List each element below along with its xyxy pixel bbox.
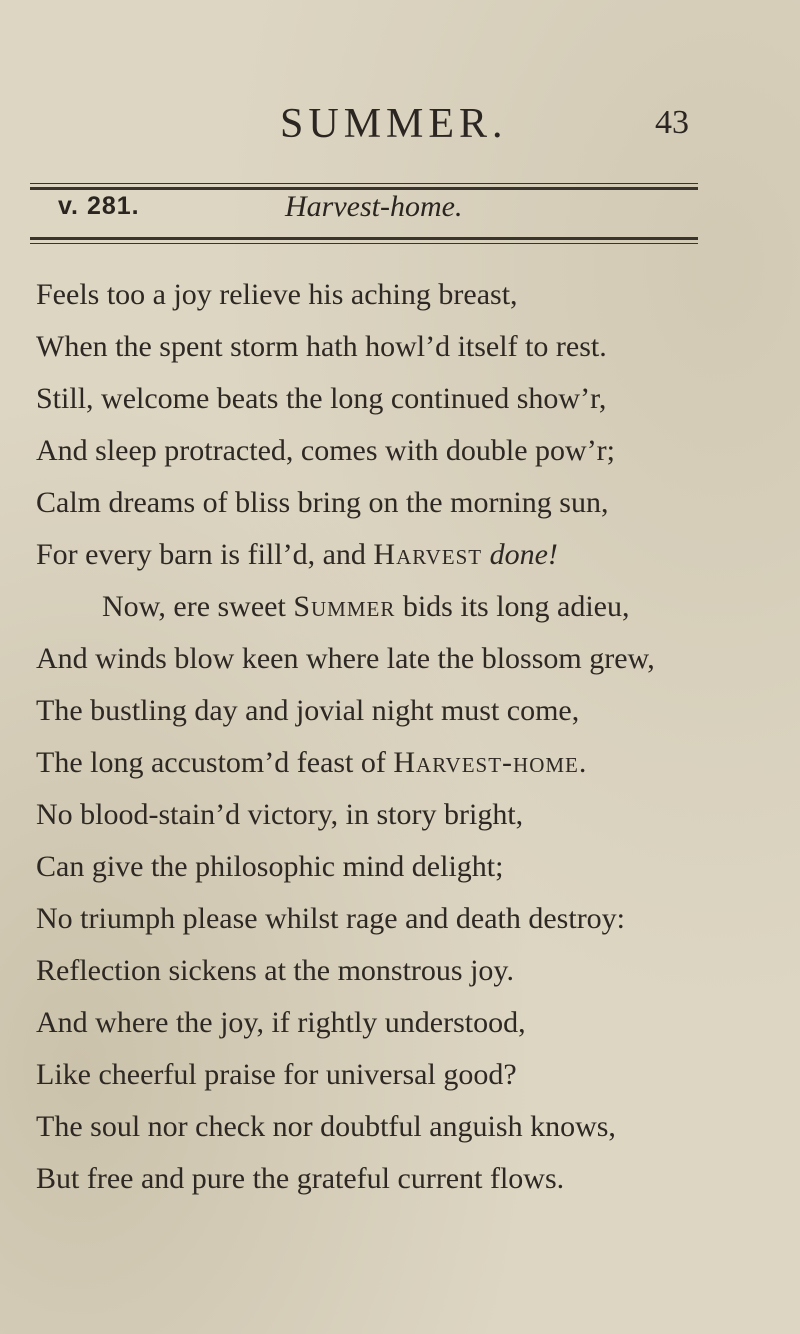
line-text: For every barn is fill’d, and [36,538,374,571]
section-title: Harvest-home. [285,190,463,223]
poem-line: But free and pure the grateful current flows. [36,1162,565,1195]
poem-line: Reflection sickens at the monstrous joy. [36,954,514,987]
poem-line: And where the joy, if rightly understood, [36,1006,526,1039]
poem-line: Feels too a joy relieve his aching breast, [36,278,518,311]
running-title: SUMMER. [280,101,508,147]
poem-line [102,590,630,624]
poem-line [36,746,587,780]
poem-line: The bustling day and jovial night must come, [36,694,580,727]
small-caps-word: Harvest-home. [393,746,588,779]
section-number: v. 281. [58,192,140,220]
poem-line: Calm dreams of bliss bring on the morning sun, [36,486,609,519]
poem-line: Can give the philosophic mind delight; [36,850,504,883]
line-text: bids its long adieu, [395,590,630,623]
italic-word: done! [482,538,558,571]
poem-line [36,538,558,572]
poem-line: Like cheerful praise for universal good? [36,1058,517,1091]
poem-line: And sleep protracted, comes with double pow’r; [36,434,616,467]
line-text: The long accustom’d feast of [36,746,394,779]
poem-line: And winds blow keen where late the blossom grew, [36,642,655,675]
small-caps-word: Harvest [373,538,483,571]
small-caps-word: Summer [293,590,396,623]
poem-line: The soul nor check nor doubtful anguish knows, [36,1110,616,1143]
poem-line: When the spent storm hath howl’d itself to rest. [36,330,607,363]
line-text: Now, ere sweet [102,590,294,623]
poem-line: No blood-stain’d victory, in story bright, [36,798,524,831]
poem-line: Still, welcome beats the long continued show’r, [36,382,607,415]
page-number: 43 [655,104,689,141]
poem-line: No triumph please whilst rage and death destroy: [36,902,626,935]
